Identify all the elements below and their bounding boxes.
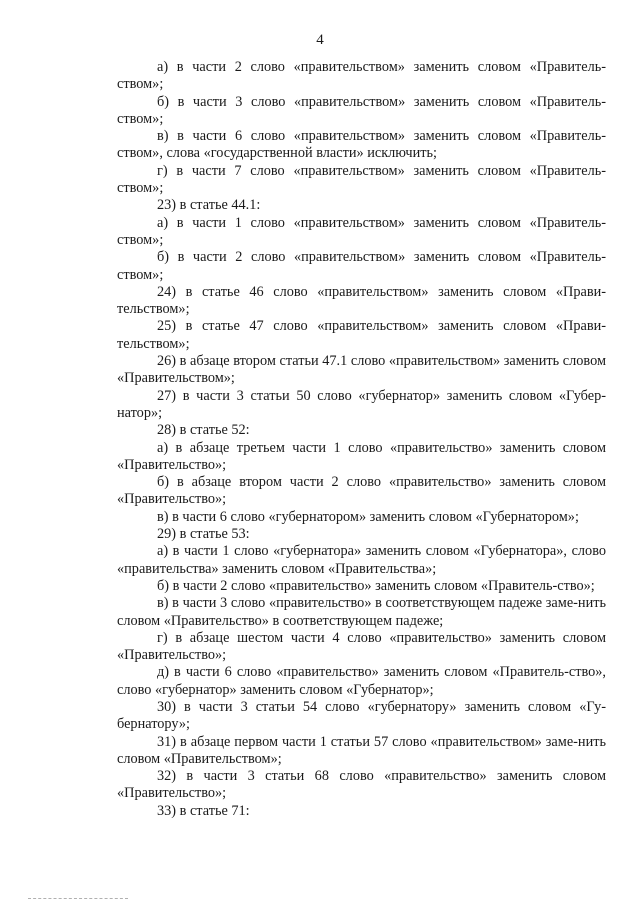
paragraph-item-28b: б) в абзаце втором части 2 слово «правительство» заменить словом «Правительство»; [117, 474, 606, 508]
paragraph-item-29c: в) в части 3 слово «правительство» в соответствующем падеже заме-нить словом «Правительство» в соответствующем падеже; [117, 595, 606, 629]
paragraph-item-22a: а) в части 2 слово «правительством» заменить словом «Правитель-ством»; [117, 59, 606, 93]
paragraph-item-33: 33) в статье 71: [157, 802, 250, 819]
paragraph-item-22d: г) в части 7 слово «правительством» заменить словом «Правитель-ством»; [117, 162, 606, 197]
page-number: 4 [316, 32, 324, 48]
paragraph-item-28c: в) в части 6 слово «губернатором» заменить словом «Губернатором»; [157, 508, 579, 525]
paragraph-item-23: 23) в статье 44.1: [157, 197, 261, 214]
paragraph-item-27: 27) в части 3 статьи 50 слово «губернатор» заменить словом «Губер-натор»; [117, 387, 606, 421]
paragraph-item-22b: б) в части 3 слово «правительством» заменить словом «Правитель-ством»; [117, 93, 606, 127]
paragraph-item-31: 31) в абзаце первом части 1 статьи 57 слово «правительством» заме-нить словом «Правительством»; [117, 733, 606, 767]
document-body [117, 59, 606, 820]
paragraph-item-26: 26) в абзаце втором статьи 47.1 слово «правительством» заменить словом «Правительством»; [117, 353, 606, 387]
footer-rule [28, 898, 128, 899]
paragraph-item-23a: а) в части 1 слово «правительством» заменить словом «Правитель-ством»; [117, 214, 606, 248]
paragraph-item-25: 25) в статье 47 слово «правительством» заменить словом «Прави-тельством»; [117, 318, 606, 352]
paragraph-item-29b: б) в части 2 слово «правительство» заменить словом «Правитель-ство»; [157, 577, 595, 594]
paragraph-item-28a: а) в абзаце третьем части 1 слово «правительство» заменить словом «Правительство»; [117, 439, 606, 473]
paragraph-item-32: 32) в части 3 статьи 68 слово «правительство» заменить словом «Правительство»; [117, 768, 606, 802]
paragraph-item-29d: г) в абзаце шестом части 4 слово «правительство» заменить словом «Правительство»; [117, 629, 606, 664]
paragraph-item-29: 29) в статье 53: [157, 526, 250, 543]
paragraph-item-24: 24) в статье 46 слово «правительством» заменить словом «Прави-тельством»; [117, 283, 606, 318]
paragraph-item-22c: в) в части 6 слово «правительством» заменить словом «Правитель-ством», слова «государственной власти» исключить; [117, 128, 606, 162]
paragraph-item-28: 28) в статье 52: [157, 422, 250, 439]
paragraph-item-29a: а) в части 1 слово «губернатора» заменить словом «Губернатора», слово «правительства» заменить словом «Правительства»; [117, 543, 606, 577]
paragraph-item-29e: д) в части 6 слово «правительство» заменить словом «Правитель-ство», слово «губернатор» заменить словом «Губернатор»; [117, 664, 606, 698]
paragraph-item-30: 30) в части 3 статьи 54 слово «губернатору» заменить словом «Гу-бернатору»; [117, 698, 606, 733]
paragraph-item-23b: б) в части 2 слово «правительством» заменить словом «Правитель-ством»; [117, 249, 606, 283]
